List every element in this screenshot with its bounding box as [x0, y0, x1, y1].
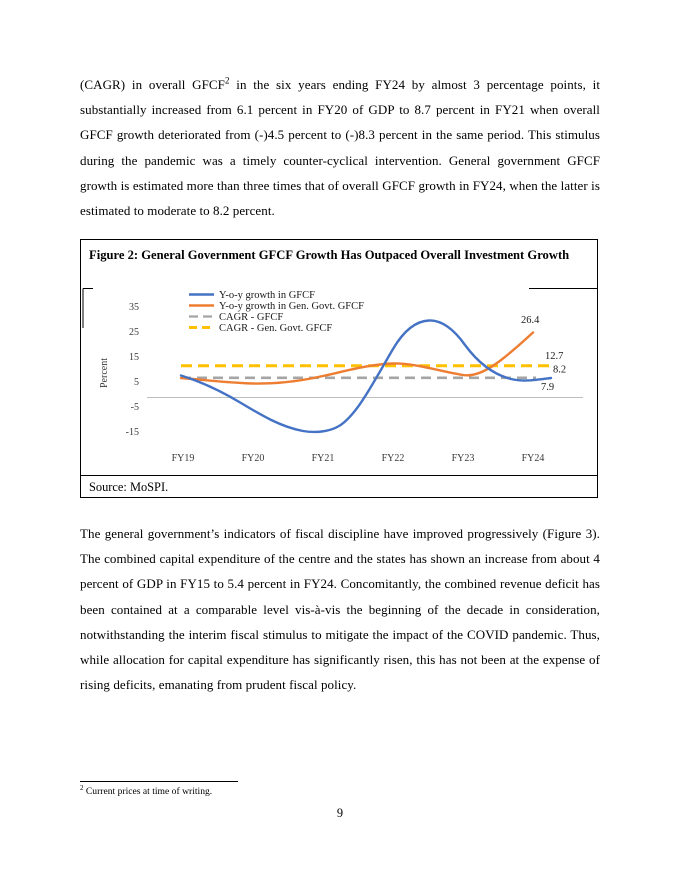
main-text-column	[80, 72, 600, 223]
footnote-separator	[80, 781, 238, 782]
y-tick-15: 15	[129, 352, 139, 363]
figure-2-title: Figure 2: General Government GFCF Growth Has Outpaced Overall Investment Growth	[89, 248, 570, 262]
line-chart-svg	[81, 287, 599, 475]
x-tick-fy24: FY24	[521, 453, 545, 464]
main-text-column-2	[80, 521, 600, 697]
y-axis-title: Percent	[99, 358, 110, 388]
figure-2-chart	[81, 287, 599, 475]
x-tick-fy19: FY19	[171, 453, 195, 464]
paragraph-two: The general government’s indicators of fiscal discipline have improved progressively (Figure 3). The combined capital expenditure of the centre and the states has shown an increase from about 4 percent of GDP in FY15 to 5.4 percent in FY24. Concomitantly, the combined revenue deficit has been contained at a comparable level vis-à-vis the beginning of the decade in consideration, notwithstanding the interim fiscal stimulus to mitigate the impact of the COVID pandemic. Thus, while allocation for capital expenditure has significantly risen, this has not been at the expense of rising deficits, emanating from prudent fiscal policy.	[80, 526, 600, 693]
y-tick-5: 5	[134, 377, 139, 388]
data-label-8-2: 8.2	[553, 364, 567, 376]
legend-label-cagr-gen-govt-gfcf: CAGR - Gen. Govt. GFCF	[219, 323, 333, 334]
chart-legend	[189, 290, 364, 334]
footnote-ref-2[interactable]: 2	[224, 75, 230, 86]
legend-label-yoy-gfcf: Y-o-y growth in GFCF	[219, 290, 315, 301]
paragraph-one-pre: (CAGR) in overall GFCF	[80, 77, 225, 92]
paragraph-one	[80, 72, 600, 223]
legend-label-yoy-gen-govt-gfcf: Y-o-y growth in Gen. Govt. GFCF	[219, 301, 364, 312]
y-tick-neg15: -15	[125, 427, 139, 438]
x-tick-fy20: FY20	[241, 453, 265, 464]
data-label-26-4: 26.4	[521, 315, 540, 326]
footnote-marker: 2	[80, 783, 84, 792]
legend-label-cagr-gfcf: CAGR - GFCF	[219, 312, 284, 323]
figure-2-container	[80, 239, 598, 498]
y-tick-neg5: -5	[130, 402, 139, 413]
data-label-7-9: 7.9	[541, 382, 555, 393]
series-yoy-gen-govt-gfcf-line	[181, 333, 533, 384]
page-number: 9	[336, 806, 344, 820]
x-tick-fy21: FY21	[311, 453, 335, 464]
y-tick-35: 35	[129, 302, 139, 313]
y-tick-25: 25	[129, 327, 139, 338]
footnote-text: Current prices at time of writing.	[83, 786, 213, 797]
paragraph-one-post: in the six years ending FY24 by almost 3 percentage points, it substantially increased from 6.1 percent in FY20 of GDP to 8.7 percent in FY21 when overall GFCF growth deteriorated from (-)4.5 percent to (-)8.3 percent in the same period. This stimulus during the pandemic was a timely counter-cyclical intervention. General government GFCF growth is estimated more than three times that of overall GFCF growth in FY24, when the latter is estimated to moderate to 8.2 percent.	[80, 77, 600, 219]
data-label-12-7: 12.7	[545, 351, 564, 362]
series-yoy-gfcf-line	[181, 320, 551, 431]
x-axis-tick-labels	[172, 453, 545, 464]
figure-2-source: Source: MoSPI.	[81, 475, 597, 497]
x-tick-fy23: FY23	[451, 453, 475, 464]
footnote-2	[80, 785, 560, 799]
x-tick-fy22: FY22	[381, 453, 405, 464]
y-axis-tick-labels	[126, 302, 139, 438]
